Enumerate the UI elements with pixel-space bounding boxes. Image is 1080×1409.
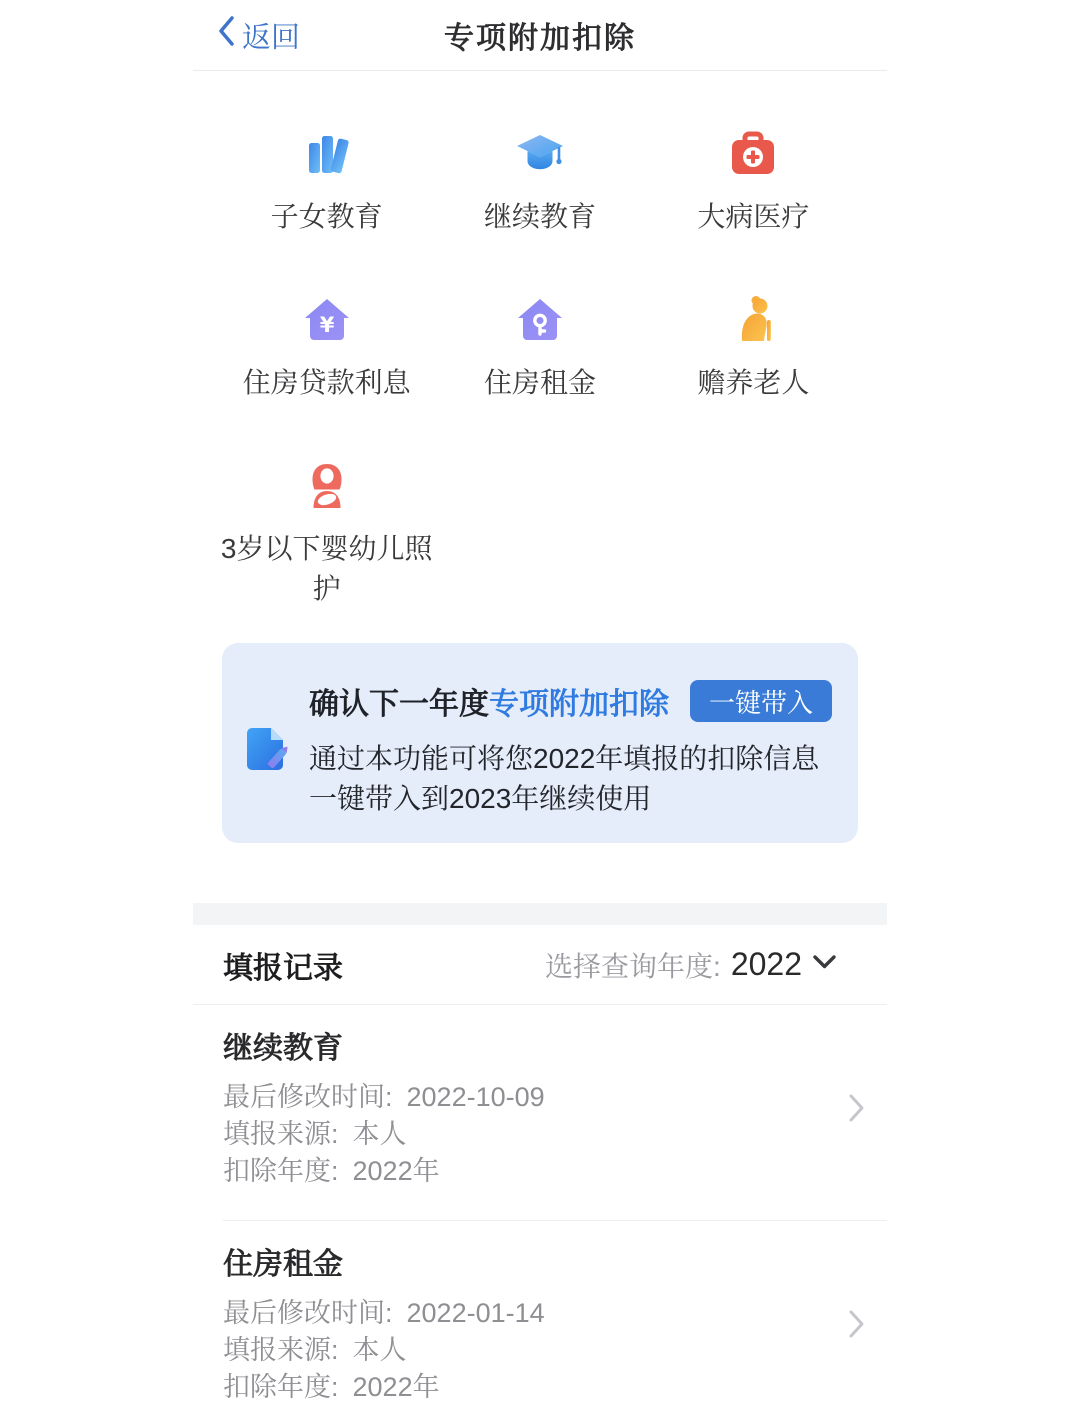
document-pencil-icon <box>222 679 309 819</box>
record-field: 最后修改时间: 2022-10-09 <box>223 1082 545 1112</box>
grid-item-house-loan[interactable] <box>220 293 433 403</box>
section-separator <box>193 903 887 925</box>
grid-item-label: 赡养老人 <box>697 367 810 398</box>
banner-content <box>309 679 832 819</box>
record-title: 住房租金 <box>223 1248 343 1281</box>
grid-item-label: 子女教育 <box>270 201 383 232</box>
record-field: 扣除年度: 2022年 <box>223 1156 440 1186</box>
page-title: 专项附加扣除 <box>444 22 636 55</box>
record-field: 填报来源: 本人 <box>223 1335 407 1365</box>
record-title: 继续教育 <box>223 1032 343 1065</box>
header <box>193 0 887 71</box>
children-education-books-icon <box>300 127 354 181</box>
record-field: 最后修改时间: 2022-01-14 <box>223 1298 545 1328</box>
year-filter-dropdown[interactable] <box>545 945 837 985</box>
one-click-import-button[interactable]: 一键带入 <box>690 680 832 722</box>
record-row-house-rent[interactable] <box>193 1221 887 1409</box>
house-rent-key-icon <box>513 293 567 347</box>
grid-item-label: 3岁以下婴幼儿照护 <box>220 533 433 604</box>
grid-item-label: 大病医疗 <box>697 201 810 232</box>
grid-item-label: 继续教育 <box>483 201 596 232</box>
record-field: 扣除年度: 2022年 <box>223 1372 440 1402</box>
grid-item-house-rent[interactable] <box>433 293 646 403</box>
grid-item-children-education[interactable] <box>220 127 433 237</box>
back-label: 返回 <box>242 21 301 54</box>
page <box>193 0 887 1409</box>
chevron-right-icon[interactable] <box>848 1092 865 1129</box>
house-loan-yuan-icon <box>300 293 354 347</box>
record-field: 填报来源: 本人 <box>223 1119 407 1149</box>
deduction-grid <box>220 71 860 609</box>
record-main <box>223 1031 848 1190</box>
grid-item-label: 住房租金 <box>483 367 596 398</box>
svg-text:¥: ¥ <box>319 313 334 337</box>
grid-item-continuing-education[interactable] <box>433 127 646 237</box>
chevron-left-icon <box>217 15 235 55</box>
medical-kit-icon <box>726 127 780 181</box>
records-section-header <box>193 925 887 1005</box>
grid-item-infant-care[interactable] <box>220 459 433 609</box>
grid-item-medical[interactable] <box>647 127 860 237</box>
year-filter-label: 选择查询年度: <box>545 950 721 982</box>
chevron-down-icon <box>812 954 837 975</box>
grid-item-label: 住房贷款利息 <box>242 367 411 398</box>
carryover-banner <box>222 643 858 843</box>
elderly-support-icon <box>726 293 780 347</box>
records-section-title: 填报记录 <box>223 951 343 985</box>
grid-item-elderly-support[interactable] <box>647 293 860 403</box>
continuing-education-cap-icon <box>513 127 567 181</box>
banner-title-highlight: 专项附加扣除 <box>489 688 669 721</box>
record-row-continuing-education[interactable] <box>193 1005 887 1220</box>
back-button[interactable] <box>217 0 300 70</box>
banner-title: 确认下一年度专项附加扣除 <box>309 688 669 721</box>
banner-description: 通过本功能可将您2022年填报的扣除信息一键带入到2023年继续使用 <box>309 743 820 814</box>
infant-care-icon <box>300 459 354 513</box>
chevron-right-icon[interactable] <box>848 1308 865 1345</box>
record-main <box>223 1247 848 1406</box>
year-filter-value: 2022 <box>730 946 802 982</box>
